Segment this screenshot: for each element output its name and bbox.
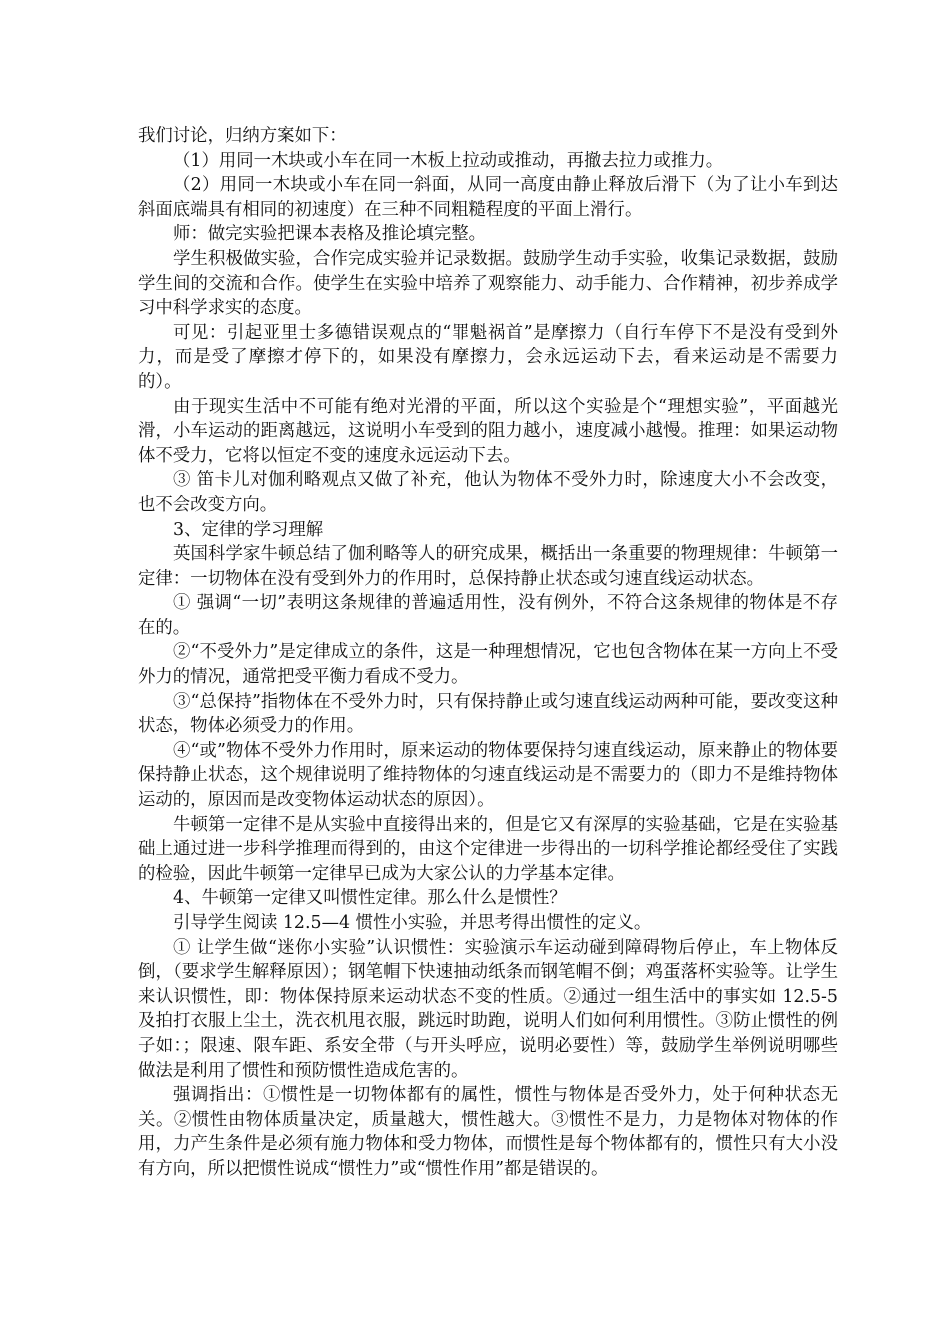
section-heading-4: 4、牛顿第一定律又叫惯性定律。那么什么是惯性？ bbox=[173, 888, 567, 909]
paragraph-2: （1）用同一木块或小车在同一木板上拉动或推动，再撤去拉力或推力。 bbox=[173, 150, 724, 171]
paragraph-12: ②“不受外力”是定律成立的条件，这是一种理想情况，它也包含物体在某一方向上不受外力的情况，通常把受平衡力看成不受力。 bbox=[138, 642, 838, 688]
paragraph-14: ④“或”物体不受外力作用时，原来运动的物体要保持匀速直线运动，原来静止的物体要保持静止状态，这个规律说明了维持物体的匀速直线运动是不需要力的（即力不是维持物体运动的，原因而是改变物体运动状态的原因）。 bbox=[138, 740, 838, 811]
paragraph-17: 引导学生阅读 12.5—4 惯性小实验，并思考得出惯性的定义。 bbox=[173, 913, 652, 933]
paragraph-13: ③“总保持”指物体在不受外力时，只有保持静止或匀速直线运动两种可能，要改变这种状态，物体必须受力的作用。 bbox=[138, 691, 838, 737]
paragraph-15: 牛顿第一定律不是从实验中直接得出来的，但是它又有深厚的实验基础，它是在实验基础上通过进一步科学推理而得到的，由这个定律进一步得出的一切科学推论都经受住了实践的检验，因此牛顿第一定律早已成为大家公认的力学基本定律。 bbox=[138, 814, 838, 884]
paragraph-4: 师：做完实验把课本表格及推论填完整。 bbox=[173, 224, 487, 245]
paragraph-3: （2）用同一木块或小车在同一斜面，从同一高度由静止释放后滑下（为了让小车到达斜面底端具有相同的初速度）在三种不同粗糙程度的平面上滑行。 bbox=[138, 175, 838, 220]
paragraph-1: 我们讨论，归纳方案如下： bbox=[138, 126, 347, 146]
paragraph-18: ① 让学生做“迷你小实验”认识惯性：实验演示车运动碰到障碍物后停止，车上物体反倒，（要求学生解释原因）；钢笔帽下快速抽动纸条而钢笔帽不倒；鸡蛋落杯实验等。让学生来认识惯性，即：物体保持原来运动状态不变的性质。②通过一组生活中的事实如 12.5-5 及拍打衣服上尘土，洗衣机甩衣服，跳远时助跑，说明人们如何利用惯性。③防止惯性的例子如：；限速、限车距、系安全带（与开头呼应，说明必要性）等，鼓励学生举例说明哪些做法是利用了惯性和预防惯性造成危害的。 bbox=[138, 937, 838, 1081]
paragraph-7: 由于现实生活中不可能有绝对光滑的平面，所以这个实验是个“理想实验”，平面越光滑，小车运动的距离越远，这说明小车受到的阻力越小，速度减小越慢。推理：如果运动物体不受力，它将以恒定不变的速度永远运动下去。 bbox=[138, 396, 838, 466]
paragraph-8: ③ 笛卡儿对伽利略观点又做了补充，他认为物体不受外力时，除速度大小不会改变，也不会改变方向。 bbox=[138, 470, 838, 515]
paragraph-11: ① 强调“一切”表明这条规律的普遍适用性，没有例外，不符合这条规律的物体是不存在的。 bbox=[138, 593, 838, 638]
document-body bbox=[138, 124, 838, 1182]
section-heading-3: 3、定律的学习理解 bbox=[173, 519, 324, 540]
paragraph-5: 学生积极做实验，合作完成实验并记录数据。鼓励学生动手实验，收集记录数据，鼓励学生间的交流和合作。使学生在实验中培养了观察能力、动手能力、合作精神，初步养成学习中科学求实的态度。 bbox=[138, 248, 838, 319]
paragraph-10: 英国科学家牛顿总结了伽利略等人的研究成果，概括出一条重要的物理规律：牛顿第一定律：一切物体在没有受到外力的作用时，总保持静止状态或匀速直线运动状态。 bbox=[138, 544, 838, 589]
paragraph-6: 可见：引起亚里士多德错误观点的“罪魁祸首”是摩擦力（自行车停下不是没有受到外力，而是受了摩擦才停下的，如果没有摩擦力，会永远运动下去，看来运动是不需要力的）。 bbox=[138, 322, 838, 392]
paragraph-19: 强调指出：①惯性是一切物体都有的属性，惯性与物体是否受外力，处于何种状态无关。②惯性由物体质量决定，质量越大，惯性越大。③惯性不是力，力是物体对物体的作用，力产生条件是必须有施力物体和受力物体，而惯性是每个物体都有的，惯性只有大小没有方向，所以把惯性说成“惯性力”或“惯性作用”都是错误的。 bbox=[138, 1085, 838, 1179]
